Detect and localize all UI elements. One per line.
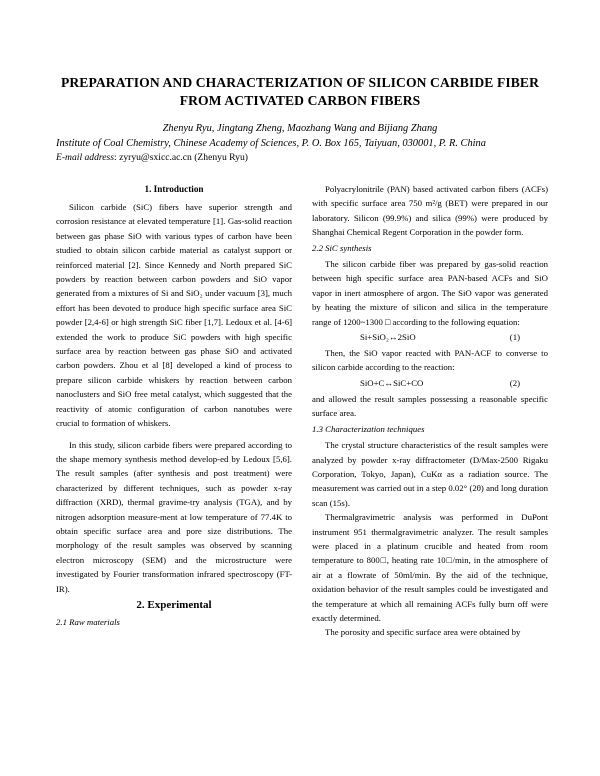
email-line [56, 151, 248, 164]
email-address: : zyryu@sxicc.ac.cn (Zhenyu Ryu) [114, 152, 248, 163]
affiliation: Institute of Coal Chemistry, Chinese Academy of Sciences, P. O. Box 165, Taiyuan, 030001, P. R. China [56, 138, 486, 149]
paragraph-synthesis-1: The silicon carbide fiber was prepared by gas-solid reaction between high specific surface area PAN-based ACFs and SiO vapor in inert atmosphere of argon. The SiO vapor was generated by heating the mixture of silicon and silica in the temperature range of 1200~1300 □ according to the following equation: [312, 259, 548, 327]
right-column [312, 182, 548, 640]
equation-1 [312, 330, 548, 345]
subsection-characterization: 1.3 Characterization techniques [312, 423, 425, 434]
paragraph-synthesis-2: Then, the SiO vapor reacted with PAN-ACF to converse to silicon carbide according to the reaction: [312, 348, 548, 373]
paragraph-characterization-2: Thermalgravimetric analysis was performed in DuPont instrument 951 thermalgravimetric analyzer. The result samples were placed in a platinum crucible and heated from room temperature to 800□, heating rate 10□/min, in the atmosphere of air at a flowrate of 50ml/min. By the aid of the technique, oxidation behavior of the result samples could be investigated and the temperature at which all remaining ACFs fully burn off were exactly determined. [312, 512, 548, 623]
equation-1-formula: Si+SiO₂↔2SiO [360, 332, 416, 343]
paragraph-intro-1: Silicon carbide (SiC) fibers have superior strength and corrosion resistance at elevated temperature [1]. Gas-solid reaction between gas phase SiO with various types of carbon have been studied to obtain silicon carbide material as catalyst support or reinforced material [2]. Since Kennedy and North prepared SiC powders by reaction between carbon powders and SiO vapor generated from a mixtures of Si and SiO₂ under vacuum [3], much effort has been devoted to produce high specific surface area SiC powder [2,4-6] or high strength SiC fiber [1,7]. Ledoux et al. [4-6] extended the work to produce SiC powders with high specific surface area by reaction between gas phase SiO and activated carbon powders. Zhou et al [8] developed a kind of process to prepare silicon carbide whiskers by reaction between carbon nanoclusters and SiO free metal catalyst, which suggested that the reactivity of atomic configuration of carbon nanotubes were crucial to formation of whiskers. [56, 202, 292, 429]
email-label: E-mail address [56, 152, 115, 163]
paragraph-synthesis-3: and allowed the result samples possessing a reasonable specific surface area. [312, 393, 548, 419]
author-list: Zhenyu Ryu, Jingtang Zheng, Maozhang Wang and Bijiang Zhang [162, 123, 438, 134]
section-heading-introduction: 1. Introduction [144, 184, 204, 194]
title-line-2: FROM ACTIVATED CARBON FIBERS [179, 93, 421, 108]
left-column [56, 182, 292, 631]
equation-1-number: (1) [509, 332, 520, 343]
section-heading-experimental: 2. Experimental [136, 598, 212, 611]
paper-title [40, 74, 560, 110]
paragraph-raw-materials: Polyacrylonitrile (PAN) based activated carbon fibers (ACFs) with specific surface area 750 m²/g (BET) were prepared in our laboratory. Silicon (99.9%) and silica (99%) were produced by Shanghai Chemical Regent Corporation in the powder form. [312, 184, 548, 238]
equation-2-number: (2) [509, 377, 520, 388]
subsection-sic-synthesis: 2.2 SiC synthesis [312, 242, 372, 253]
paragraph-characterization-1: The crystal structure characteristics of the result samples were analyzed by powder x-ray diffractometer (D/Max-2500 Rigaku Corporation, Tokyo, Japan), CuKα as a radiation source. The measurement was carried out in a step 0.02° (2θ) and long duration scan (15s). [312, 440, 548, 508]
equation-2-formula: SiO+C↔SiC+CO [360, 377, 424, 388]
title-line-1: PREPARATION AND CHARACTERIZATION OF SILICON CARBIDE FIBER [60, 75, 539, 90]
subsection-raw-materials: 2.1 Raw materials [56, 616, 120, 627]
paragraph-intro-2: In this study, silicon carbide fibers were prepared according to the shape memory synthesis method develop-ed by Ledoux [5,6]. The result samples (after synthesis and post treatment) were characterized by different techniques, such as powder x-ray diffraction (XRD), thermal gravime-try analysis (TGA), and by nitrogen adsorption measure-ment at low temperature of 77.4K to obtain specific surface area and pore size distributions. The morphology of the result samples was observed by scanning electron microscopy (SEM) and the microstructure were investigated by Fourier transformation infrared spectroscopy (FT-IR). [56, 439, 292, 594]
equation-2 [312, 376, 548, 391]
paragraph-characterization-3: The porosity and specific surface area were obtained by [325, 627, 521, 638]
